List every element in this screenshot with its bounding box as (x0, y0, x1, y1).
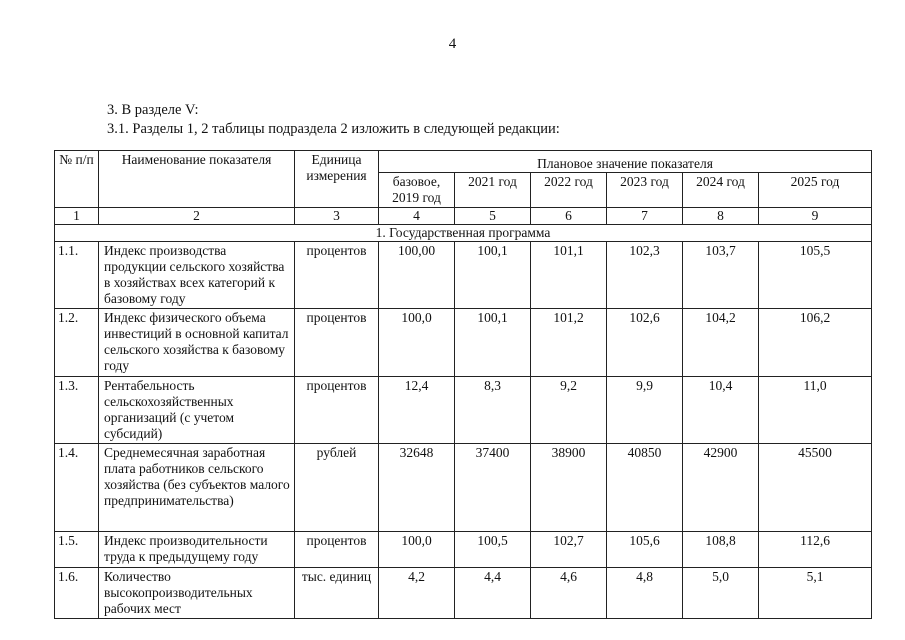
row-value: 12,4 (379, 377, 455, 444)
row-value: 100,1 (455, 242, 531, 309)
row-value: 103,7 (683, 242, 759, 309)
header-plan: Плановое значение показателя (379, 151, 872, 173)
row-value: 100,0 (379, 309, 455, 377)
header-name: Наименование показателя (99, 151, 295, 208)
row-value: 104,2 (683, 309, 759, 377)
column-number: 9 (759, 208, 872, 225)
row-value: 108,8 (683, 532, 759, 568)
row-unit: рублей (295, 444, 379, 532)
row-indicator: Индекс производства продукции сельского хозяйства в хозяйствах всех категорий к базовому году (99, 242, 295, 309)
row-unit: процентов (295, 242, 379, 309)
row-value: 8,3 (455, 377, 531, 444)
row-num: 1.6. (55, 568, 99, 619)
row-num: 1.5. (55, 532, 99, 568)
row-value: 100,0 (379, 532, 455, 568)
row-value: 100,1 (455, 309, 531, 377)
header-year-2023: 2023 год (607, 173, 683, 208)
header-year-base: базовое, 2019 год (379, 173, 455, 208)
row-value: 101,2 (531, 309, 607, 377)
row-value: 4,6 (531, 568, 607, 619)
page-number: 4 (448, 36, 457, 52)
table-row (55, 377, 872, 444)
column-number: 7 (607, 208, 683, 225)
column-number: 2 (99, 208, 295, 225)
table-row (55, 568, 872, 619)
row-value: 40850 (607, 444, 683, 532)
row-value: 5,0 (683, 568, 759, 619)
table-row (55, 532, 872, 568)
header-year-2021: 2021 год (455, 173, 531, 208)
intro-line-section: 3. В разделе V: (107, 102, 199, 118)
row-num: 1.2. (55, 309, 99, 377)
row-value: 105,6 (607, 532, 683, 568)
row-value: 9,9 (607, 377, 683, 444)
row-indicator: Количество высокопроизводительных рабочих мест (99, 568, 295, 619)
row-unit: процентов (295, 377, 379, 444)
column-number: 1 (55, 208, 99, 225)
header-year-2025: 2025 год (759, 173, 872, 208)
row-value: 102,3 (607, 242, 683, 309)
row-value: 37400 (455, 444, 531, 532)
indicators-table (54, 150, 872, 619)
row-indicator: Индекс производительности труда к предыдущему году (99, 532, 295, 568)
row-value: 38900 (531, 444, 607, 532)
header-row-top (55, 151, 872, 173)
row-value: 5,1 (759, 568, 872, 619)
row-value: 102,6 (607, 309, 683, 377)
row-value: 45500 (759, 444, 872, 532)
row-value: 11,0 (759, 377, 872, 444)
row-value: 4,4 (455, 568, 531, 619)
row-indicator: Индекс физического объема инвестиций в основной капитал сельского хозяйства к базовому году (99, 309, 295, 377)
row-value: 4,2 (379, 568, 455, 619)
row-value: 105,5 (759, 242, 872, 309)
row-value: 10,4 (683, 377, 759, 444)
row-value: 4,8 (607, 568, 683, 619)
intro-line-instruction: 3.1. Разделы 1, 2 таблицы подраздела 2 изложить в следующей редакции: (107, 121, 560, 137)
row-value: 106,2 (759, 309, 872, 377)
column-number-row (55, 208, 872, 225)
column-number: 5 (455, 208, 531, 225)
row-unit: процентов (295, 309, 379, 377)
header-year-2024: 2024 год (683, 173, 759, 208)
row-value: 101,1 (531, 242, 607, 309)
row-num: 1.4. (55, 444, 99, 532)
table-row (55, 309, 872, 377)
table-row (55, 242, 872, 309)
column-number: 4 (379, 208, 455, 225)
section-title: 1. Государственная программа (55, 225, 872, 242)
table-row (55, 444, 872, 532)
column-number: 8 (683, 208, 759, 225)
row-num: 1.3. (55, 377, 99, 444)
row-value: 102,7 (531, 532, 607, 568)
row-unit: тыс. единиц (295, 568, 379, 619)
row-value: 42900 (683, 444, 759, 532)
row-value: 112,6 (759, 532, 872, 568)
column-number: 6 (531, 208, 607, 225)
column-number: 3 (295, 208, 379, 225)
section-row (55, 225, 872, 242)
row-value: 32648 (379, 444, 455, 532)
row-indicator: Среднемесячная заработная плата работников сельского хозяйства (без субъектов малого предпринимательства) (99, 444, 295, 532)
row-num: 1.1. (55, 242, 99, 309)
row-value: 9,2 (531, 377, 607, 444)
row-value: 100,5 (455, 532, 531, 568)
header-num: № п/п (55, 151, 99, 208)
header-year-2022: 2022 год (531, 173, 607, 208)
header-unit: Единица измерения (295, 151, 379, 208)
row-value: 100,00 (379, 242, 455, 309)
row-unit: процентов (295, 532, 379, 568)
row-indicator: Рентабельность сельскохозяйственных организаций (с учетом субсидий) (99, 377, 295, 444)
